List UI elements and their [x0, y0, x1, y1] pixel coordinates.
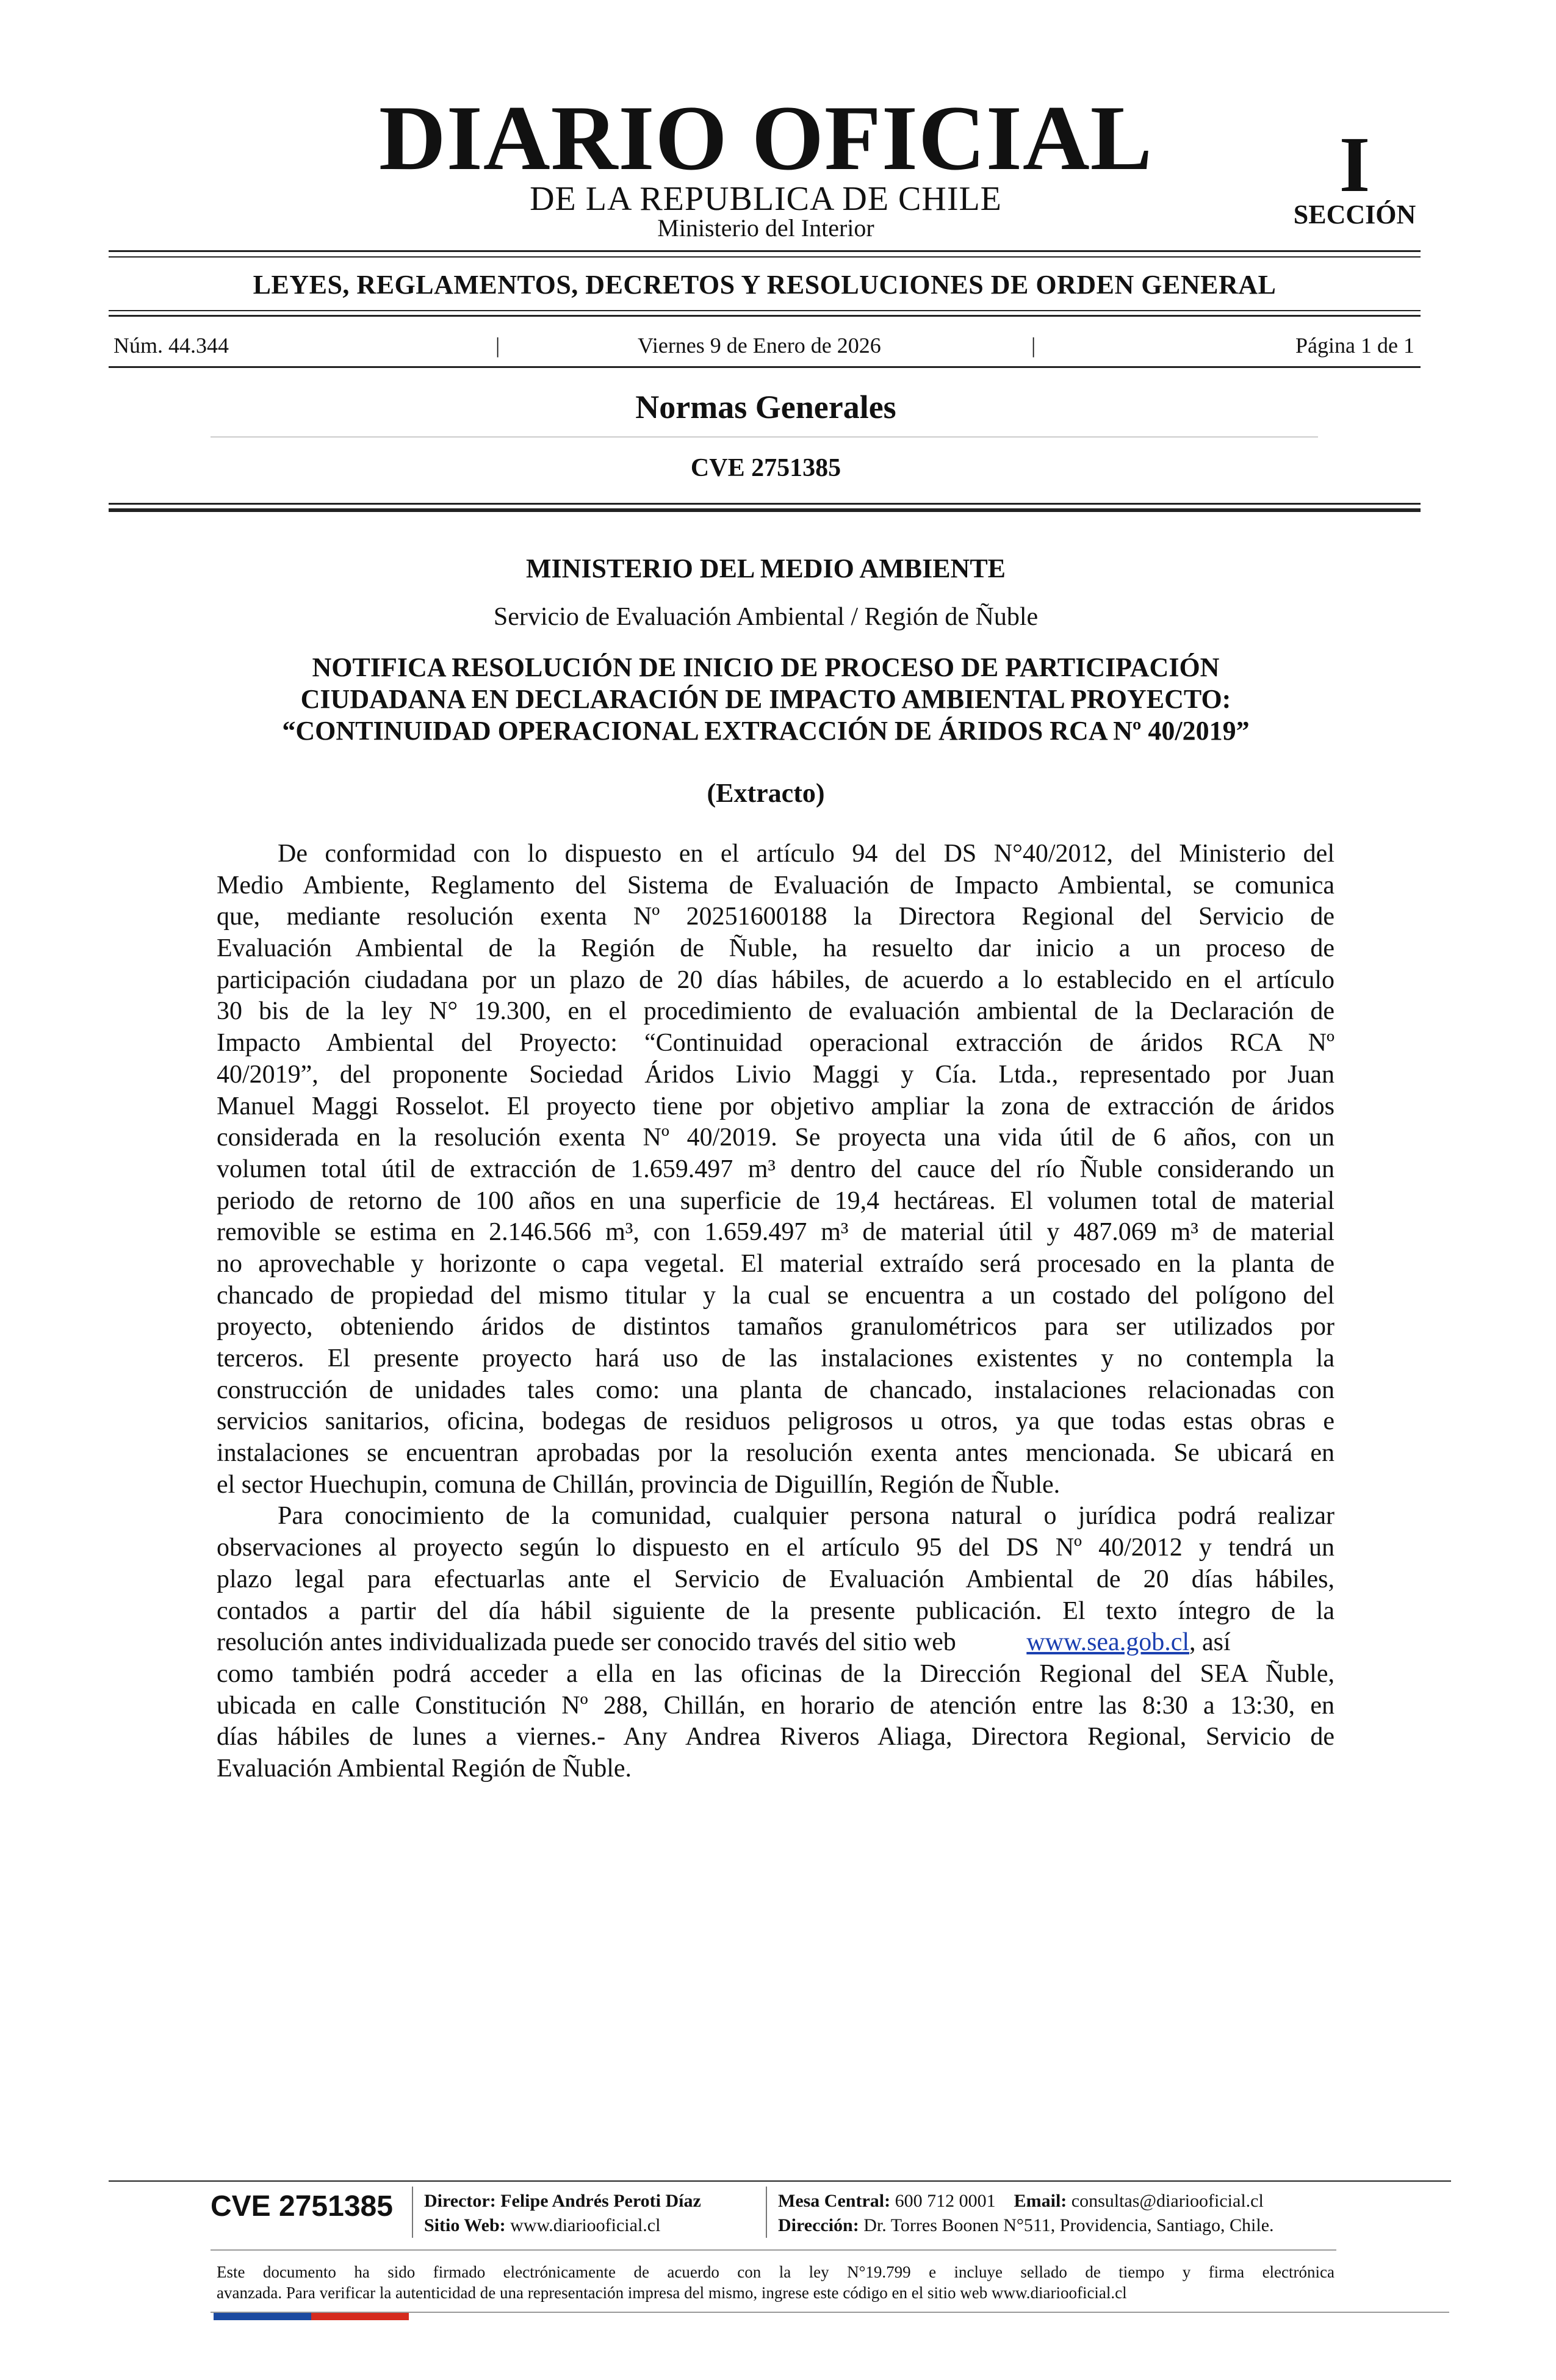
article-title — [183, 652, 1349, 747]
section-number: I — [1339, 121, 1371, 209]
body-line-text: , así — [1189, 1628, 1231, 1657]
footer-separator — [766, 2187, 767, 2238]
body-line: Medio Ambiente, Reglamento del Sistema de Evaluación de Impacto Ambiental, se comunica — [217, 871, 1334, 900]
footer-cve-code: CVE 2751385 — [211, 2190, 393, 2223]
body-line: plazo legal para efectuarlas ante el Servicio de Evaluación Ambiental de 20 días hábiles, — [217, 1565, 1334, 1593]
body-line: no aprovechable y horizonte o capa vegetal. El material extraído será procesado en la planta de — [217, 1249, 1334, 1278]
divider — [109, 310, 1421, 311]
email-link[interactable]: consultas@diariooficial.cl — [1071, 2191, 1264, 2211]
body-line: Para conocimiento de la comunidad, cualquier persona natural o jurídica podrá realizar — [278, 1502, 1334, 1531]
phone-label: Mesa Central: — [778, 2191, 891, 2211]
divider — [109, 250, 1421, 252]
footer-website — [424, 2216, 660, 2235]
body-line: De conformidad con lo dispuesto en el artículo 94 del DS N°40/2012, del Ministerio del — [278, 840, 1334, 868]
body-line: Evaluación Ambiental de la Región de Ñuble, ha resuelto dar inicio a un proceso de — [217, 934, 1334, 963]
body-line: terceros. El presente proyecto hará uso de las instalaciones existentes y no contempla la — [217, 1344, 1334, 1372]
newspaper-subtitle: DE LA REPUBLICA DE CHILE — [530, 180, 1002, 218]
disclaimer-line: Este documento ha sido firmado electrónicamente de acuerdo con la ley N°19.799 e incluye sellado de tiempo y firma electrónica — [217, 2263, 1334, 2281]
article-body — [217, 838, 1334, 1785]
body-line: volumen total útil de extracción de 1.659.497 m³ dentro del cauce del río Ñuble considerando un — [217, 1155, 1334, 1183]
address-label: Dirección: — [778, 2215, 859, 2235]
body-line-with-link — [217, 1627, 1334, 1659]
body-line: Evaluación Ambiental Región de Ñuble. — [217, 1754, 632, 1783]
divider — [109, 508, 1421, 512]
body-line: Impacto Ambiental del Proyecto: “Continuidad operacional extracción de áridos RCA Nº — [217, 1029, 1334, 1058]
ministry-line: Ministerio del Interior — [657, 214, 874, 242]
body-line: servicios sanitarios, oficina, bodegas de residuos peligrosos u otros, ya que todas estas obras e — [217, 1407, 1334, 1436]
body-line: como también podrá acceder a ella en las oficinas de la Dirección Regional del SEA Ñuble, — [217, 1659, 1334, 1688]
norm-heading: Normas Generales — [635, 389, 896, 425]
body-line: 30 bis de la ley N° 19.300, en el procedimiento de evaluación ambiental de la Declaración de — [217, 997, 1334, 1026]
article-title-line: NOTIFICA RESOLUCIÓN DE INICIO DE PROCESO DE PARTICIPACIÓN — [312, 652, 1220, 682]
body-line-text: resolución antes individualizada puede ser conocido través del sitio web — [217, 1628, 956, 1657]
flag-stripe-red — [311, 2313, 409, 2320]
divider — [109, 315, 1421, 317]
extract-label: (Extracto) — [707, 778, 825, 808]
footer-address — [778, 2216, 1274, 2235]
phone-number: 600 712 0001 — [895, 2191, 996, 2211]
divider — [109, 503, 1421, 505]
disclaimer-line: avanzada. Para verificar la autenticidad de una representación impresa del mismo, ingrese este código en el sitio web www.diariooficial.cl — [217, 2284, 1127, 2302]
email-label: Email: — [1014, 2191, 1067, 2211]
director-name: Felipe Andrés Peroti Díaz — [500, 2191, 701, 2211]
body-line: ubicada en calle Constitución Nº 288, Chillán, en horario de atención entre las 8:30 a 13:30, en — [217, 1691, 1334, 1720]
site-link[interactable]: www.diariooficial.cl — [510, 2215, 661, 2235]
body-line: chancado de propiedad del mismo titular y la cual se encuentra a un costado del polígono del — [217, 1281, 1334, 1310]
body-line: considerada en la resolución exenta Nº 40/2019. Se proyecta una vida útil de 6 años, con un — [217, 1123, 1334, 1152]
director-label: Director: — [424, 2191, 496, 2211]
newspaper-title: DIARIO OFICIAL — [378, 87, 1153, 189]
sea-website-link[interactable]: www.sea.gob.cl — [1026, 1628, 1190, 1657]
article-title-line: “CONTINUIDAD OPERACIONAL EXTRACCIÓN DE ÁRIDOS RCA Nº 40/2019” — [282, 716, 1250, 746]
footer-director — [424, 2192, 701, 2210]
body-line: proyecto, obteniendo áridos de distintos tamaños granulométricos para ser utilizados por — [217, 1313, 1334, 1341]
divider — [109, 256, 1421, 258]
body-line: construcción de unidades tales como: una planta de chancado, instalaciones relacionadas con — [217, 1376, 1334, 1404]
footer-divider — [211, 2249, 1336, 2251]
divider — [211, 436, 1318, 438]
article-title-line: CIUDADANA EN DECLARACIÓN DE IMPACTO AMBIENTAL PROYECTO: — [300, 684, 1231, 714]
signature-disclaimer — [217, 2262, 1334, 2303]
site-label: Sitio Web: — [424, 2215, 506, 2235]
article-service: Servicio de Evaluación Ambiental / Región de Ñuble — [493, 603, 1039, 631]
cve-code: CVE 2751385 — [690, 454, 841, 482]
footer-divider — [109, 2180, 1451, 2182]
body-line: Manuel Maggi Rosselot. El proyecto tiene por objetivo ampliar la zona de extracción de áridos — [217, 1092, 1334, 1120]
article-ministry: MINISTERIO DEL MEDIO AMBIENTE — [525, 554, 1006, 583]
footer-separator — [412, 2187, 413, 2238]
meta-separator: | — [1031, 333, 1036, 358]
issue-number: Núm. 44.344 — [113, 333, 229, 358]
body-line: contados a partir del día hábil siguiente de la presente publicación. El texto íntegro de la — [217, 1596, 1334, 1625]
divider — [109, 366, 1421, 368]
flag-stripe-blue — [214, 2313, 311, 2320]
body-line: el sector Huechupin, comuna de Chillán, provincia de Diguillín, Región de Ñuble. — [217, 1470, 1061, 1499]
body-line: 40/2019”, del proponente Sociedad Áridos Livio Maggi y Cía. Ltda., representado por Juan — [217, 1060, 1334, 1089]
section-label: SECCIÓN — [1293, 200, 1416, 229]
body-line: días hábiles de lunes a viernes.- Any Andrea Riveros Aliaga, Directora Regional, Servicio de — [217, 1723, 1334, 1751]
address-value: Dr. Torres Boonen N°511, Providencia, Santiago, Chile. — [863, 2215, 1274, 2235]
issue-date: Viernes 9 de Enero de 2026 — [638, 333, 881, 358]
body-line: que, mediante resolución exenta Nº 20251600188 la Directora Regional del Servicio de — [217, 903, 1334, 931]
body-line: participación ciudadana por un plazo de 20 días hábiles, de acuerdo a lo establecido en el artículo — [217, 965, 1334, 994]
page-indicator: Página 1 de 1 — [1295, 333, 1414, 358]
body-line: periodo de retorno de 100 años en una superficie de 19,4 hectáreas. El volumen total de material — [217, 1186, 1334, 1215]
body-line: instalaciones se encuentran aprobadas por la resolución exenta antes mencionada. Se ubicará en — [217, 1439, 1334, 1468]
category-heading: LEYES, REGLAMENTOS, DECRETOS Y RESOLUCIONES DE ORDEN GENERAL — [253, 270, 1277, 300]
footer-contact — [778, 2192, 1264, 2210]
body-line: observaciones al proyecto según lo dispuesto en el artículo 95 del DS Nº 40/2012 y tendrá un — [217, 1534, 1334, 1562]
meta-separator: | — [495, 333, 500, 358]
body-line: removible se estima en 2.146.566 m³, con 1.659.497 m³ de material útil y 487.069 m³ de material — [217, 1218, 1334, 1247]
